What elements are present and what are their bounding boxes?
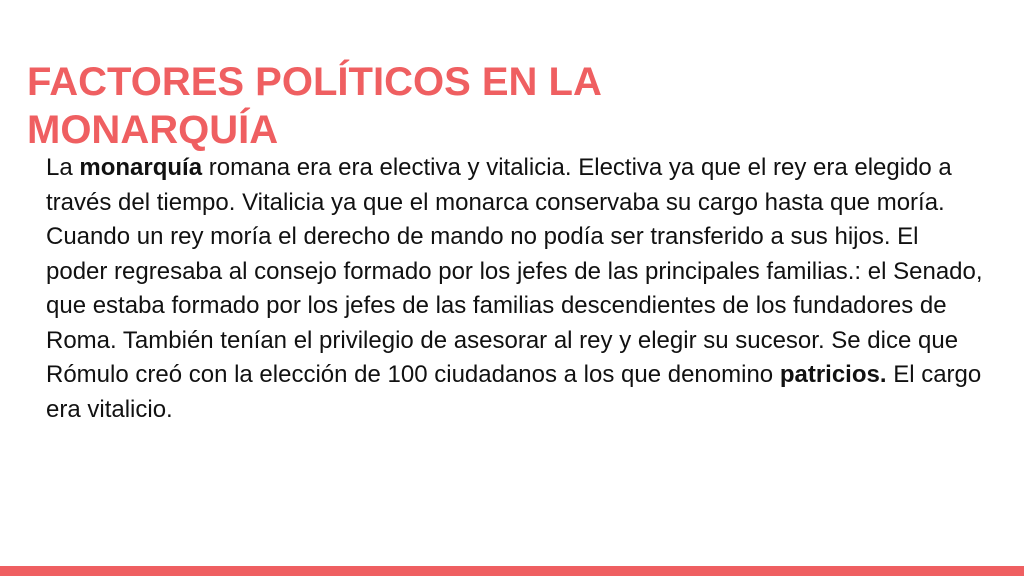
paragraph-2-text: Cuando un rey moría el derecho de mando no podía ser transferido a sus hijos. El poder regresaba al consejo formado por los jefes de las principales familias.: el Senado, que estaba formado por los jefes de las familias descendientes de los fundadores de Roma. También tenían el privilegio de asesorar al rey y elegir su sucesor. Se dice que Rómulo creó con la elección de 100 ciudadanos a los que denomino xyxy=(46,223,983,388)
slide-body xyxy=(46,151,986,427)
paragraph-1-bold-term: monarquía xyxy=(79,154,203,181)
paragraph-2-bold-term: patricios. xyxy=(779,361,887,388)
paragraph-1 xyxy=(46,151,986,220)
paragraph-1-text: romana era era electiva y vitalicia. Electiva ya que el rey era elegido a través del tiempo. Vitalicia ya que el monarca conservaba su cargo hasta que moría. xyxy=(46,154,952,216)
slide-title: FACTORES POLÍTICOS EN LA MONARQUÍA xyxy=(27,60,601,152)
paragraph-1-prefix: La xyxy=(46,154,80,181)
bottom-accent-bar xyxy=(0,566,1024,576)
paragraph-2-ending: El cargo era vitalicio. xyxy=(46,361,982,423)
paragraph-2 xyxy=(46,220,986,427)
